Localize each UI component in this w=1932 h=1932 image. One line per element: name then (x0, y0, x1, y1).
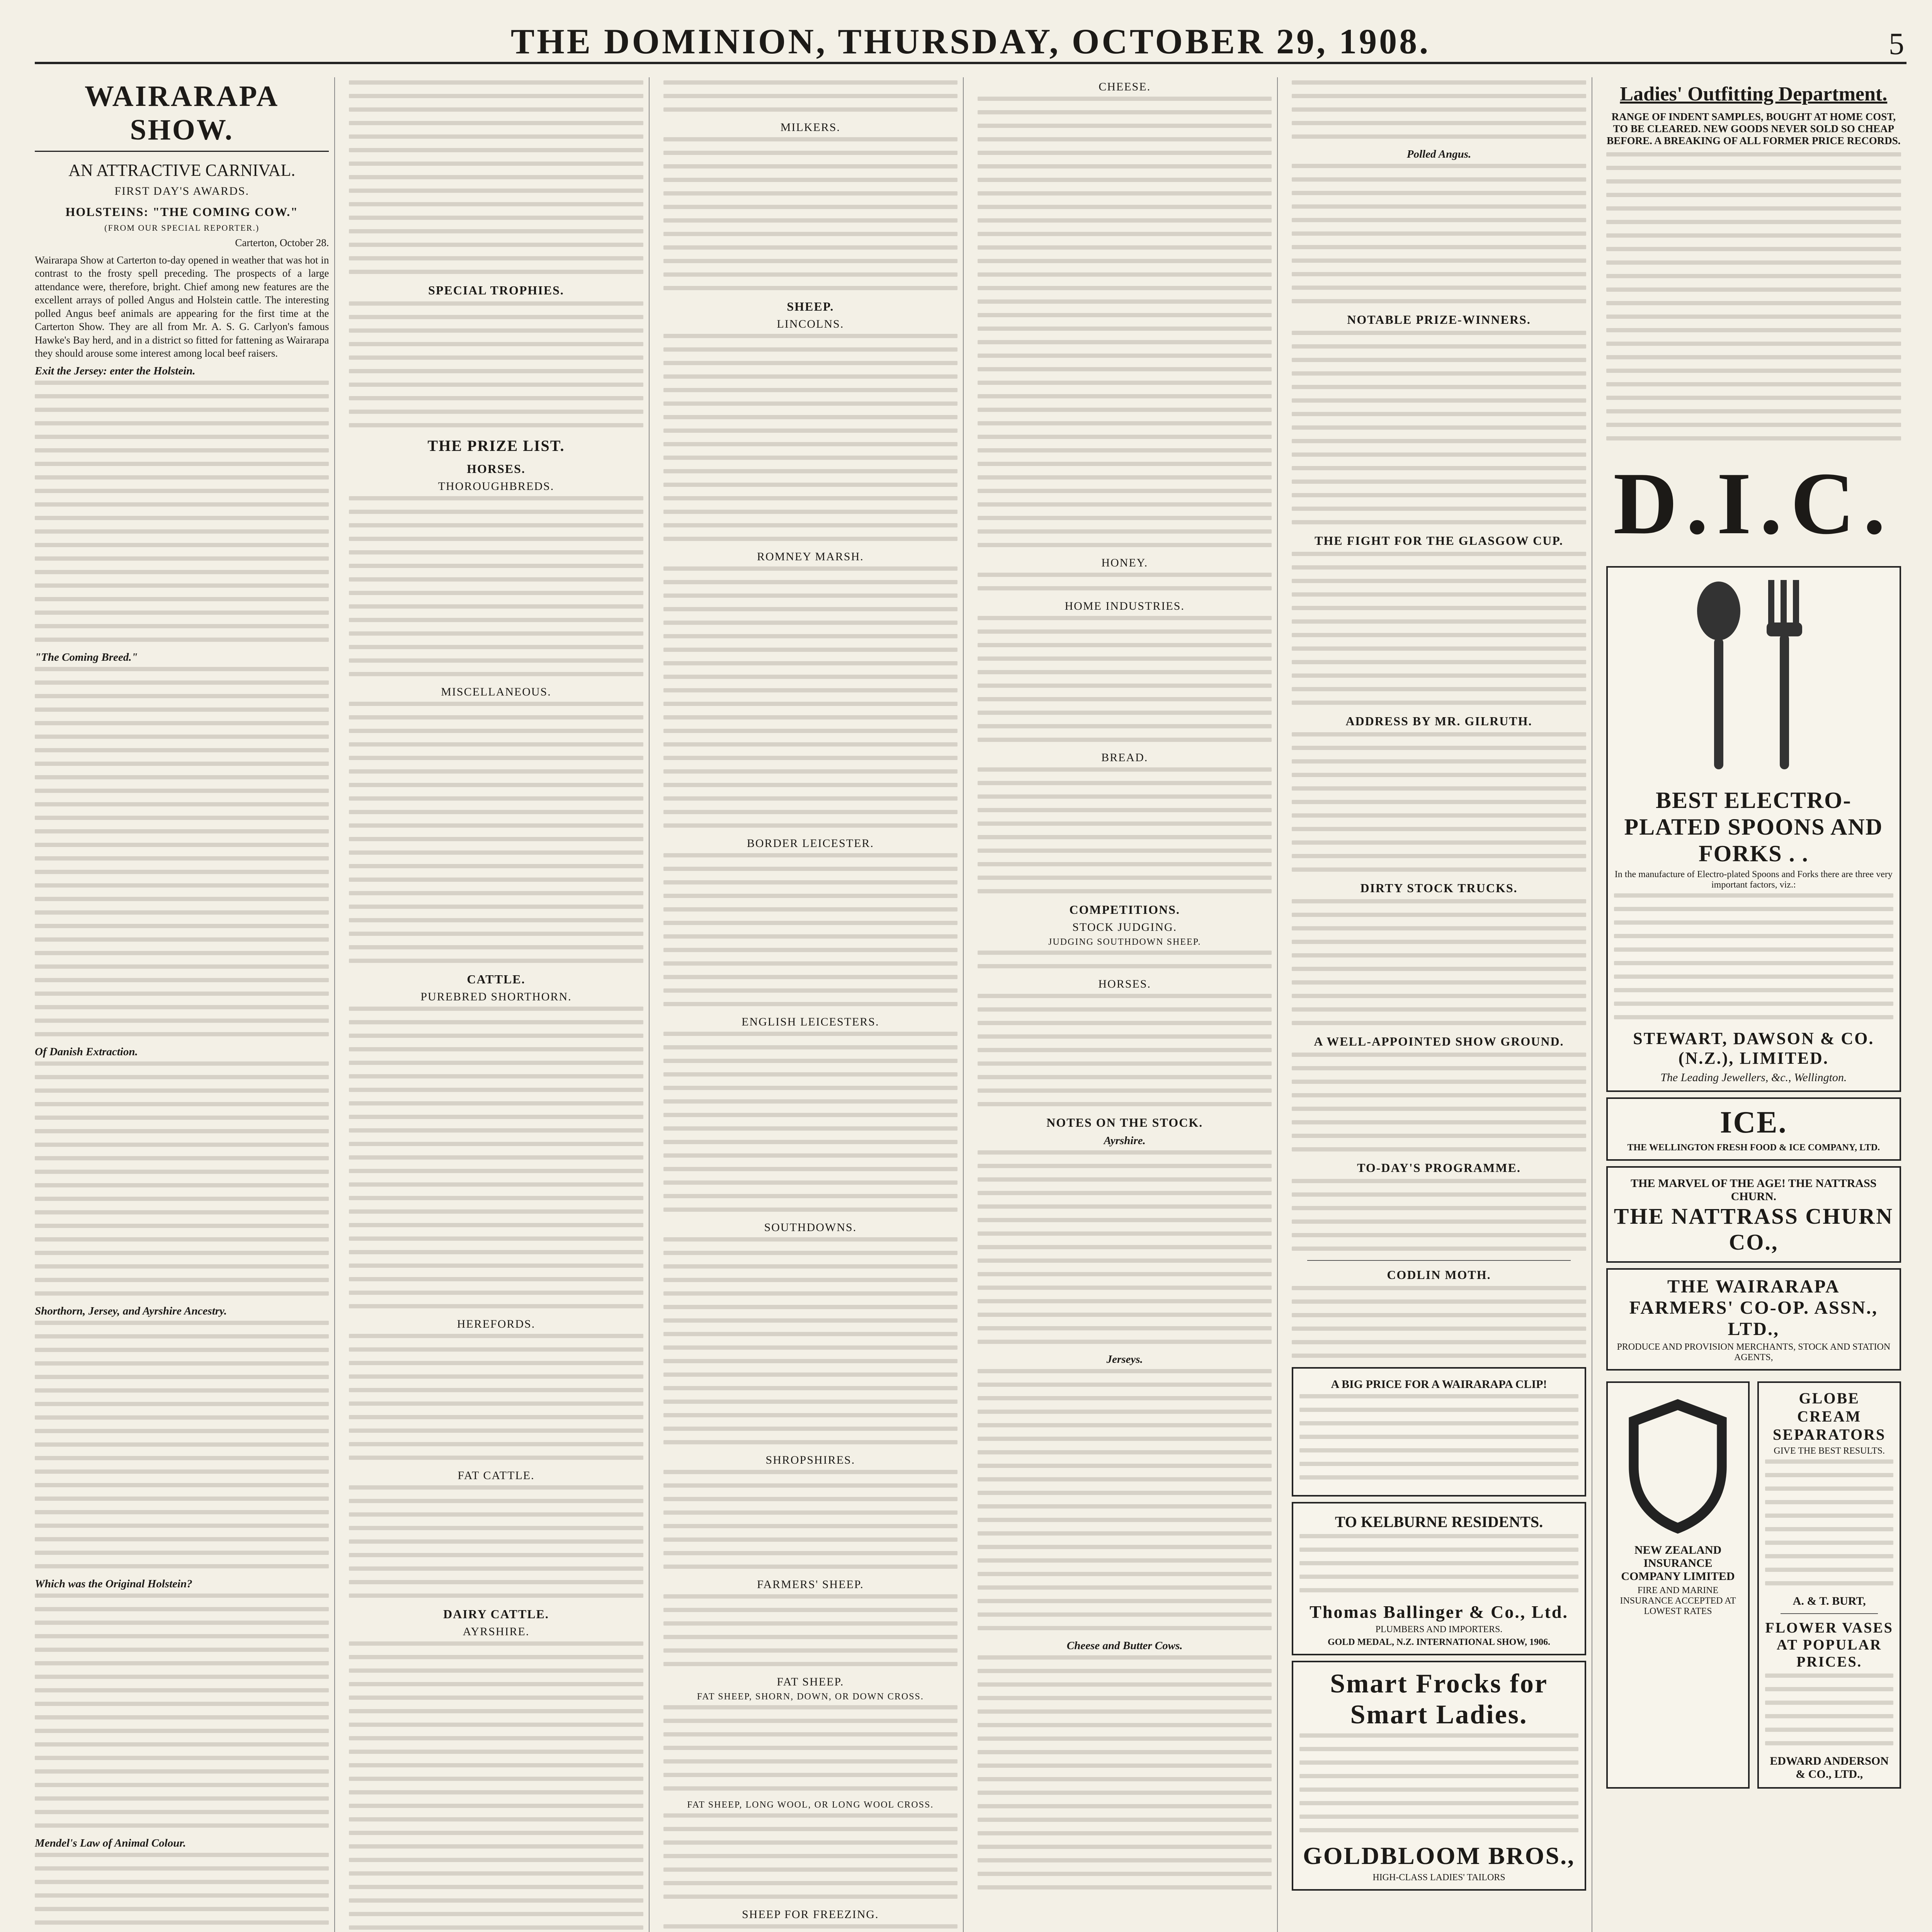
ad-company: EDWARD ANDERSON & CO., LTD., (1770, 1755, 1889, 1781)
section-heading: COMPETITIONS. (1069, 903, 1180, 917)
subheading: "The Coming Breed." (35, 651, 138, 663)
class-heading: THOROUGHBREDS. (438, 480, 554, 493)
subheading: Shorthorn, Jersey, and Ayrshire Ancestry. (35, 1304, 227, 1317)
class-heading: MISCELLANEOUS. (441, 685, 551, 698)
ad-company: STEWART, DAWSON & CO. (N.Z.), LIMITED. (1633, 1029, 1874, 1068)
ad-heading: THE MARVEL OF THE AGE! THE NATTRASS CHURN. (1631, 1177, 1877, 1203)
class-heading: HOME INDUSTRIES. (1065, 600, 1185, 612)
ad-company: THE NATTRASS CHURN CO., (1614, 1204, 1893, 1255)
class-heading: LINCOLNS. (777, 318, 844, 330)
section-heading: TO-DAY'S PROGRAMME. (1357, 1161, 1521, 1175)
class-heading: FAT SHEEP, SHORN, DOWN, OR DOWN CROSS. (697, 1692, 924, 1702)
class-heading: JUDGING SOUTHDOWN SHEEP. (1048, 937, 1201, 947)
ad-company: GOLDBLOOM BROS., (1303, 1842, 1575, 1869)
dateline: Carterton, October 28. (235, 237, 329, 248)
class-heading: AYRSHIRE. (463, 1625, 530, 1638)
advertisement (1292, 1661, 1586, 1891)
column-2 (349, 77, 649, 1932)
article-subhead: FIRST DAY'S AWARDS. (114, 185, 249, 197)
class-heading: BORDER LEICESTER. (747, 837, 874, 850)
advertisement (1606, 1381, 1750, 1789)
section-heading: CATTLE. (467, 972, 526, 986)
section-heading: DIRTY STOCK TRUCKS. (1360, 881, 1518, 895)
class-heading: FARMERS' SHEEP. (757, 1578, 864, 1591)
subheading: Exit the Jersey: enter the Holstein. (35, 364, 196, 377)
column-4 (978, 77, 1278, 1932)
section-heading: SPECIAL TROPHIES. (428, 283, 564, 297)
ad-company: A. & T. BURT, (1793, 1595, 1866, 1607)
section-heading: HORSES. (467, 462, 526, 476)
article-kicker: HOLSTEINS: "THE COMING COW." (65, 205, 298, 219)
column-1 (35, 77, 335, 1932)
ad-heading: Ladies' Outfitting Department. (1620, 83, 1888, 105)
class-heading: BREAD. (1101, 751, 1148, 764)
section-heading: THE PRIZE LIST. (427, 437, 565, 454)
column-3 (663, 77, 964, 1932)
dic-logo: D.I.C. (1613, 454, 1894, 553)
ad-subtitle: The Leading Jewellers, &c., Wellington. (1660, 1071, 1847, 1084)
class-heading: PUREBRED SHORTHORN. (420, 990, 572, 1003)
advertisement (1757, 1381, 1901, 1789)
advertisement (1606, 1166, 1901, 1263)
lead-paragraph: Wairarapa Show at Carterton to-day opened in weather that was hot in contrast to the frosty spell preceding. The prospects of a large attendance were, therefore, bright. Chief among new features are the excellent arrays of polled Angus and Holstein cattle. The interesting polled Angus beef animals are appearing for the first time at the Carterton Show. They are all from Mr. A. S. G. Carlyon's famous Hawke's Bay herd, and in a district so fitted for fattening as Wairarapa they should arouse some interest among local beef raisers. (35, 254, 329, 359)
ad-body: In the manufacture of Electro-plated Spoons and Forks there are three very important factors, viz.: (1614, 869, 1893, 890)
ad-company: Thomas Ballinger & Co., Ltd. (1310, 1602, 1568, 1622)
byline: (FROM OUR SPECIAL REPORTER.) (104, 223, 260, 233)
subheading: Ayrshire. (1104, 1134, 1146, 1147)
spoon-fork-illustration (1614, 580, 1893, 781)
advertisement (1292, 1367, 1586, 1497)
page-number: 5 (1889, 27, 1906, 61)
shield-illustration (1614, 1393, 1742, 1540)
section-heading: THE FIGHT FOR THE GLASGOW CUP. (1315, 534, 1563, 548)
subheading: Mendel's Law of Animal Colour. (35, 1837, 186, 1849)
ad-subtitle: GIVE THE BEST RESULTS. (1774, 1446, 1885, 1456)
class-heading: HORSES. (1098, 978, 1151, 990)
class-heading: STOCK JUDGING. (1072, 921, 1177, 934)
advertisement (1606, 1268, 1901, 1371)
ad-subtitle: HIGH-CLASS LADIES' TAILORS (1372, 1872, 1505, 1883)
class-heading: HEREFORDS. (457, 1318, 536, 1330)
section-heading: DAIRY CATTLE. (443, 1607, 549, 1621)
ad-subtitle: PRODUCE AND PROVISION MERCHANTS, STOCK AND STATION AGENTS, (1617, 1342, 1891, 1362)
ad-subtitle: RANGE OF INDENT SAMPLES, BOUGHT AT HOME COST, TO BE CLEARED. NEW GOODS NEVER SOLD SO CHEAP BEFORE. A BREAKING OF ALL FORMER PRICE RECORDS. (1607, 111, 1901, 146)
section-heading: CODLIN MOTH. (1387, 1268, 1491, 1282)
article-headline: AN ATTRACTIVE CARNIVAL. (68, 161, 296, 180)
section-heading: A WELL-APPOINTED SHOW GROUND. (1314, 1034, 1564, 1048)
ad-company: THE WELLINGTON FRESH FOOD & ICE COMPANY, LTD. (1627, 1143, 1880, 1153)
class-heading: FAT SHEEP. (777, 1675, 844, 1688)
ad-heading: BEST ELECTRO-PLATED SPOONS AND FORKS . . (1624, 787, 1883, 866)
class-heading: CHEESE. (1099, 80, 1151, 93)
class-heading: ENGLISH LEICESTERS. (742, 1015, 879, 1028)
advertisement (1606, 566, 1901, 1092)
ad-heading: ICE. (1720, 1105, 1787, 1139)
ad-heading: FLOWER VASES AT POPULAR PRICES. (1765, 1620, 1893, 1670)
fork-icon (1757, 580, 1819, 781)
article-title: WAIRARAPA SHOW. (35, 80, 329, 152)
advertisement (1606, 1097, 1901, 1161)
ad-company: THE WAIRARAPA FARMERS' CO-OP. ASSN., LTD., (1629, 1276, 1878, 1339)
shield-icon (1616, 1393, 1740, 1540)
ad-company: NEW ZEALAND INSURANCE COMPANY LIMITED (1621, 1544, 1735, 1583)
column-5 (1292, 77, 1592, 1932)
class-heading: SOUTHDOWNS. (764, 1221, 857, 1234)
ad-heading: Smart Frocks for Smart Ladies. (1330, 1669, 1548, 1730)
class-heading: FAT CATTLE. (457, 1469, 535, 1482)
class-heading: FAT SHEEP, LONG WOOL, OR LONG WOOL CROSS. (687, 1800, 934, 1810)
section-heading: SHEEP. (787, 299, 834, 313)
class-heading: SHROPSHIRES. (765, 1454, 855, 1466)
newspaper-title: THE DOMINION, THURSDAY, OCTOBER 29, 1908. (510, 22, 1431, 61)
class-heading: SHEEP FOR FREEZING. (742, 1908, 879, 1921)
subheading: Of Danish Extraction. (35, 1045, 138, 1058)
spoon-icon (1688, 580, 1750, 781)
subheading: Which was the Original Holstein? (35, 1577, 192, 1590)
section-heading: ADDRESS BY MR. GILRUTH. (1345, 714, 1532, 728)
ad-heading: TO KELBURNE RESIDENTS. (1335, 1513, 1543, 1531)
ad-subtitle: PLUMBERS AND IMPORTERS. (1375, 1624, 1503, 1634)
advertisement (1292, 1502, 1586, 1655)
subheading: Cheese and Butter Cows. (1066, 1639, 1183, 1652)
ad-subtitle: FIRE AND MARINE INSURANCE ACCEPTED AT LOWEST RATES (1620, 1585, 1736, 1616)
masthead (35, 15, 1906, 64)
class-heading: HONEY. (1101, 556, 1148, 569)
subheading: Jerseys. (1106, 1353, 1143, 1366)
class-heading: ROMNEY MARSH. (757, 550, 864, 563)
section-heading: NOTABLE PRIZE-WINNERS. (1347, 313, 1531, 327)
ad-heading: A BIG PRICE FOR A WAIRARAPA CLIP! (1331, 1378, 1547, 1391)
ad-subtitle: GOLD MEDAL, N.Z. INTERNATIONAL SHOW, 1906. (1327, 1637, 1551, 1647)
subheading: Polled Angus. (1406, 148, 1471, 160)
column-6 (1606, 77, 1906, 1932)
class-heading: MILKERS. (780, 121, 840, 134)
columns (35, 77, 1906, 1932)
ad-heading: GLOBE CREAM SEPARATORS (1773, 1389, 1886, 1443)
section-heading: NOTES ON THE STOCK. (1046, 1116, 1203, 1129)
ad-row (1606, 1376, 1901, 1794)
